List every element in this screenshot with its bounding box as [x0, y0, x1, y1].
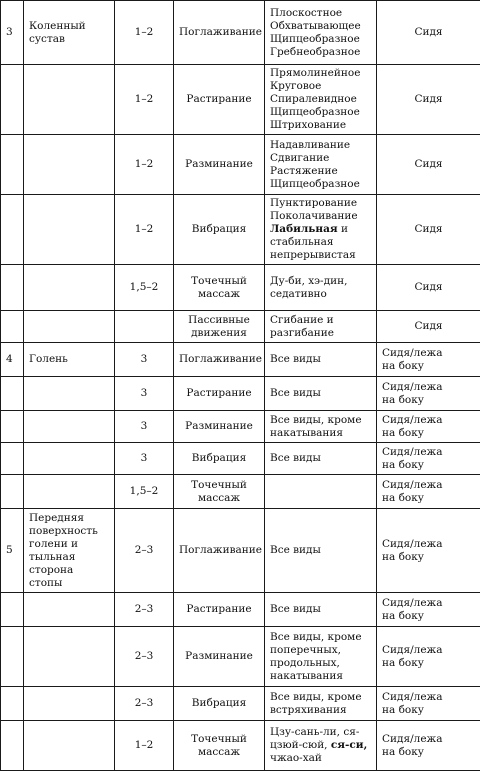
cell-kinds — [265, 195, 377, 265]
cell-line: на боку — [382, 551, 475, 564]
cell-line: Растирание — [179, 387, 259, 400]
cell-line: на боку — [382, 360, 475, 373]
cell-zone — [24, 265, 115, 311]
cell-line: Вибрация — [179, 697, 259, 710]
cell-number — [1, 265, 24, 311]
cell-line: Сидя/лежа — [382, 733, 475, 746]
cell-line: встряхивания — [270, 704, 371, 717]
cell-duration — [115, 311, 174, 343]
cell-kinds — [265, 509, 377, 593]
cell-zone — [24, 475, 115, 509]
cell-line: Сгибание и — [270, 314, 371, 327]
cell-position — [377, 411, 480, 443]
cell-line: Поглаживание — [179, 353, 259, 366]
cell-duration: 1,5–2 — [115, 265, 174, 311]
cell-line: Щипцеобразное — [270, 106, 371, 119]
cell-kinds — [265, 265, 377, 311]
cell-line: Поглаживание — [179, 26, 259, 39]
cell-duration: 2–3 — [115, 687, 174, 721]
cell-line: продольных, — [270, 657, 371, 670]
cell-line: сустав — [29, 33, 109, 46]
cell-line: Сидя — [382, 320, 475, 333]
cell-line: Щипцеобразное — [270, 33, 371, 46]
cell-number — [1, 65, 24, 135]
cell-number — [1, 687, 24, 721]
bold-term: ся-си, — [331, 739, 367, 751]
cell-duration: 3 — [115, 377, 174, 411]
cell-line: Поколачивание — [270, 210, 371, 223]
table-row — [1, 475, 480, 509]
cell-technique — [174, 509, 265, 593]
cell-zone — [24, 377, 115, 411]
cell-line: Все виды — [270, 353, 371, 366]
cell-line: Сидя/лежа — [382, 381, 475, 394]
cell-line: Плоскостное — [270, 7, 371, 20]
table-row — [1, 135, 480, 195]
cell-duration: 3 — [115, 411, 174, 443]
cell-number — [1, 443, 24, 475]
cell-kinds — [265, 687, 377, 721]
cell-technique — [174, 311, 265, 343]
cell-line: на боку — [382, 704, 475, 717]
cell-line: Сдвигание — [270, 152, 371, 165]
cell-technique — [174, 135, 265, 195]
cell-line: Цзу-сань-ли, ся- — [270, 726, 371, 739]
cell-line: Обхватывающее — [270, 20, 371, 33]
cell-zone — [24, 443, 115, 475]
cell-line: поверхность — [29, 525, 109, 538]
table-row — [1, 509, 480, 593]
cell-number — [1, 311, 24, 343]
table-row — [1, 721, 480, 771]
cell-line: Ду-би, хэ-дин, — [270, 275, 371, 288]
cell-number — [1, 411, 24, 443]
cell-line: Сидя — [382, 158, 475, 171]
table-row — [1, 343, 480, 377]
cell-duration: 3 — [115, 443, 174, 475]
cell-number — [1, 135, 24, 195]
cell-kinds — [265, 443, 377, 475]
cell-kinds — [265, 627, 377, 687]
cell-technique — [174, 475, 265, 509]
cell-line: Сидя — [382, 26, 475, 39]
cell-number — [1, 721, 24, 771]
cell-line: на боку — [382, 492, 475, 505]
cell-line: накатывания — [270, 670, 371, 683]
cell-position — [377, 475, 480, 509]
cell-position — [377, 377, 480, 411]
cell-line: Сидя/лежа — [382, 644, 475, 657]
cell-line: Сидя — [382, 281, 475, 294]
cell-technique — [174, 721, 265, 771]
cell-position — [377, 195, 480, 265]
cell-zone — [24, 343, 115, 377]
cell-line: Прямолинейное — [270, 67, 371, 80]
cell-number — [1, 627, 24, 687]
cell-line: тыльная — [29, 551, 109, 564]
cell-line: Щипцеобразное — [270, 178, 371, 191]
cell-line: Сидя/лежа — [382, 538, 475, 551]
cell-technique — [174, 443, 265, 475]
cell-line: Сидя/лежа — [382, 597, 475, 610]
cell-line: Все виды — [270, 544, 371, 557]
cell-technique — [174, 1, 265, 65]
cell-line: Вибрация — [179, 223, 259, 236]
table-row — [1, 65, 480, 135]
cell-line: на боку — [382, 459, 475, 472]
cell-position — [377, 265, 480, 311]
cell-line: Спиралевидное — [270, 93, 371, 106]
cell-position — [377, 509, 480, 593]
table-row — [1, 195, 480, 265]
cell-technique — [174, 411, 265, 443]
cell-line: Разминание — [179, 650, 259, 663]
cell-line: Сидя/лежа — [382, 347, 475, 360]
cell-line: Поглаживание — [179, 544, 259, 557]
cell-position — [377, 65, 480, 135]
cell-zone — [24, 687, 115, 721]
cell-position — [377, 443, 480, 475]
cell-technique — [174, 265, 265, 311]
cell-zone — [24, 509, 115, 593]
cell-technique — [174, 65, 265, 135]
cell-line: Лабильная и — [270, 223, 371, 236]
cell-line: стопы — [29, 577, 109, 590]
cell-number — [1, 475, 24, 509]
cell-line: Надавливание — [270, 139, 371, 152]
cell-number — [1, 377, 24, 411]
cell-line: движения — [179, 327, 259, 340]
cell-line: Растирание — [179, 93, 259, 106]
cell-line: Все виды, кроме — [270, 691, 371, 704]
cell-line: накатывания — [270, 427, 371, 440]
cell-zone — [24, 135, 115, 195]
cell-line: поперечных, — [270, 644, 371, 657]
cell-line: Точечный — [179, 479, 259, 492]
cell-position — [377, 343, 480, 377]
cell-line: Точечный — [179, 733, 259, 746]
cell-line: Все виды — [270, 452, 371, 465]
cell-line: массаж — [179, 288, 259, 301]
table-row — [1, 443, 480, 475]
cell-technique — [174, 377, 265, 411]
cell-line: сторона — [29, 564, 109, 577]
cell-kinds — [265, 721, 377, 771]
cell-line: Растирание — [179, 603, 259, 616]
cell-technique — [174, 593, 265, 627]
cell-position — [377, 311, 480, 343]
cell-line: Все виды — [270, 603, 371, 616]
cell-zone — [24, 593, 115, 627]
cell-duration: 1–2 — [115, 195, 174, 265]
cell-kinds — [265, 377, 377, 411]
cell-line: чжао-хай — [270, 752, 371, 765]
cell-number — [1, 195, 24, 265]
cell-line: Все виды, кроме — [270, 631, 371, 644]
cell-line: на боку — [382, 427, 475, 440]
cell-zone — [24, 65, 115, 135]
cell-line: Пассивные — [179, 314, 259, 327]
cell-duration: 2–3 — [115, 627, 174, 687]
cell-zone — [24, 311, 115, 343]
cell-duration: 1–2 — [115, 135, 174, 195]
cell-number: 5 — [1, 509, 24, 593]
table-row — [1, 265, 480, 311]
table-row — [1, 627, 480, 687]
cell-zone — [24, 627, 115, 687]
table-row — [1, 1, 480, 65]
cell-kinds — [265, 593, 377, 627]
cell-duration: 2–3 — [115, 593, 174, 627]
cell-kinds — [265, 65, 377, 135]
cell-position — [377, 135, 480, 195]
cell-line: голени и — [29, 538, 109, 551]
cell-line: Пунктирование — [270, 197, 371, 210]
cell-zone — [24, 411, 115, 443]
cell-line: Все виды — [270, 387, 371, 400]
cell-line: Все виды, кроме — [270, 414, 371, 427]
cell-line: Штрихование — [270, 119, 371, 132]
cell-line: Гребнеобразное — [270, 46, 371, 59]
cell-zone — [24, 1, 115, 65]
cell-technique — [174, 687, 265, 721]
cell-technique — [174, 627, 265, 687]
cell-line: стабильная — [270, 236, 371, 249]
cell-duration: 2–3 — [115, 509, 174, 593]
table-row — [1, 687, 480, 721]
cell-technique — [174, 343, 265, 377]
cell-technique — [174, 195, 265, 265]
cell-line: непрерывистая — [270, 249, 371, 262]
cell-line: разгибание — [270, 327, 371, 340]
cell-kinds — [265, 475, 377, 509]
cell-line: Разминание — [179, 420, 259, 433]
cell-number: 4 — [1, 343, 24, 377]
table-body — [1, 1, 480, 771]
cell-line: Разминание — [179, 158, 259, 171]
cell-line: Коленный — [29, 20, 109, 33]
cell-zone — [24, 195, 115, 265]
cell-line: массаж — [179, 746, 259, 759]
cell-line: Растяжение — [270, 165, 371, 178]
cell-line: Точечный — [179, 275, 259, 288]
cell-zone — [24, 721, 115, 771]
cell-position — [377, 721, 480, 771]
cell-line: Сидя — [382, 223, 475, 236]
table-row — [1, 593, 480, 627]
cell-kinds — [265, 1, 377, 65]
cell-line: на боку — [382, 657, 475, 670]
bold-term: Лабильная — [270, 223, 338, 235]
cell-line: Передняя — [29, 512, 109, 525]
cell-line: Вибрация — [179, 452, 259, 465]
cell-position — [377, 1, 480, 65]
cell-line: цзюй-сюй, ся-си, — [270, 739, 371, 752]
cell-number — [1, 593, 24, 627]
table-row — [1, 411, 480, 443]
cell-line: Сидя/лежа — [382, 479, 475, 492]
cell-duration: 1–2 — [115, 721, 174, 771]
cell-line: на боку — [382, 746, 475, 759]
cell-line: на боку — [382, 394, 475, 407]
cell-line: седативно — [270, 288, 371, 301]
cell-line: Сидя/лежа — [382, 414, 475, 427]
cell-duration: 3 — [115, 343, 174, 377]
cell-line: массаж — [179, 492, 259, 505]
cell-position — [377, 627, 480, 687]
cell-position — [377, 593, 480, 627]
cell-duration: 1–2 — [115, 1, 174, 65]
table-row — [1, 377, 480, 411]
cell-line: Сидя/лежа — [382, 691, 475, 704]
cell-line: Сидя/лежа — [382, 446, 475, 459]
cell-kinds — [265, 343, 377, 377]
cell-number: 3 — [1, 1, 24, 65]
cell-line: Сидя — [382, 93, 475, 106]
cell-duration: 1,5–2 — [115, 475, 174, 509]
cell-kinds — [265, 135, 377, 195]
cell-line: Круговое — [270, 80, 371, 93]
cell-kinds — [265, 311, 377, 343]
table-row — [1, 311, 480, 343]
cell-position — [377, 687, 480, 721]
cell-kinds — [265, 411, 377, 443]
cell-duration: 1–2 — [115, 65, 174, 135]
cell-line: на боку — [382, 610, 475, 623]
cell-line: Голень — [29, 353, 109, 366]
